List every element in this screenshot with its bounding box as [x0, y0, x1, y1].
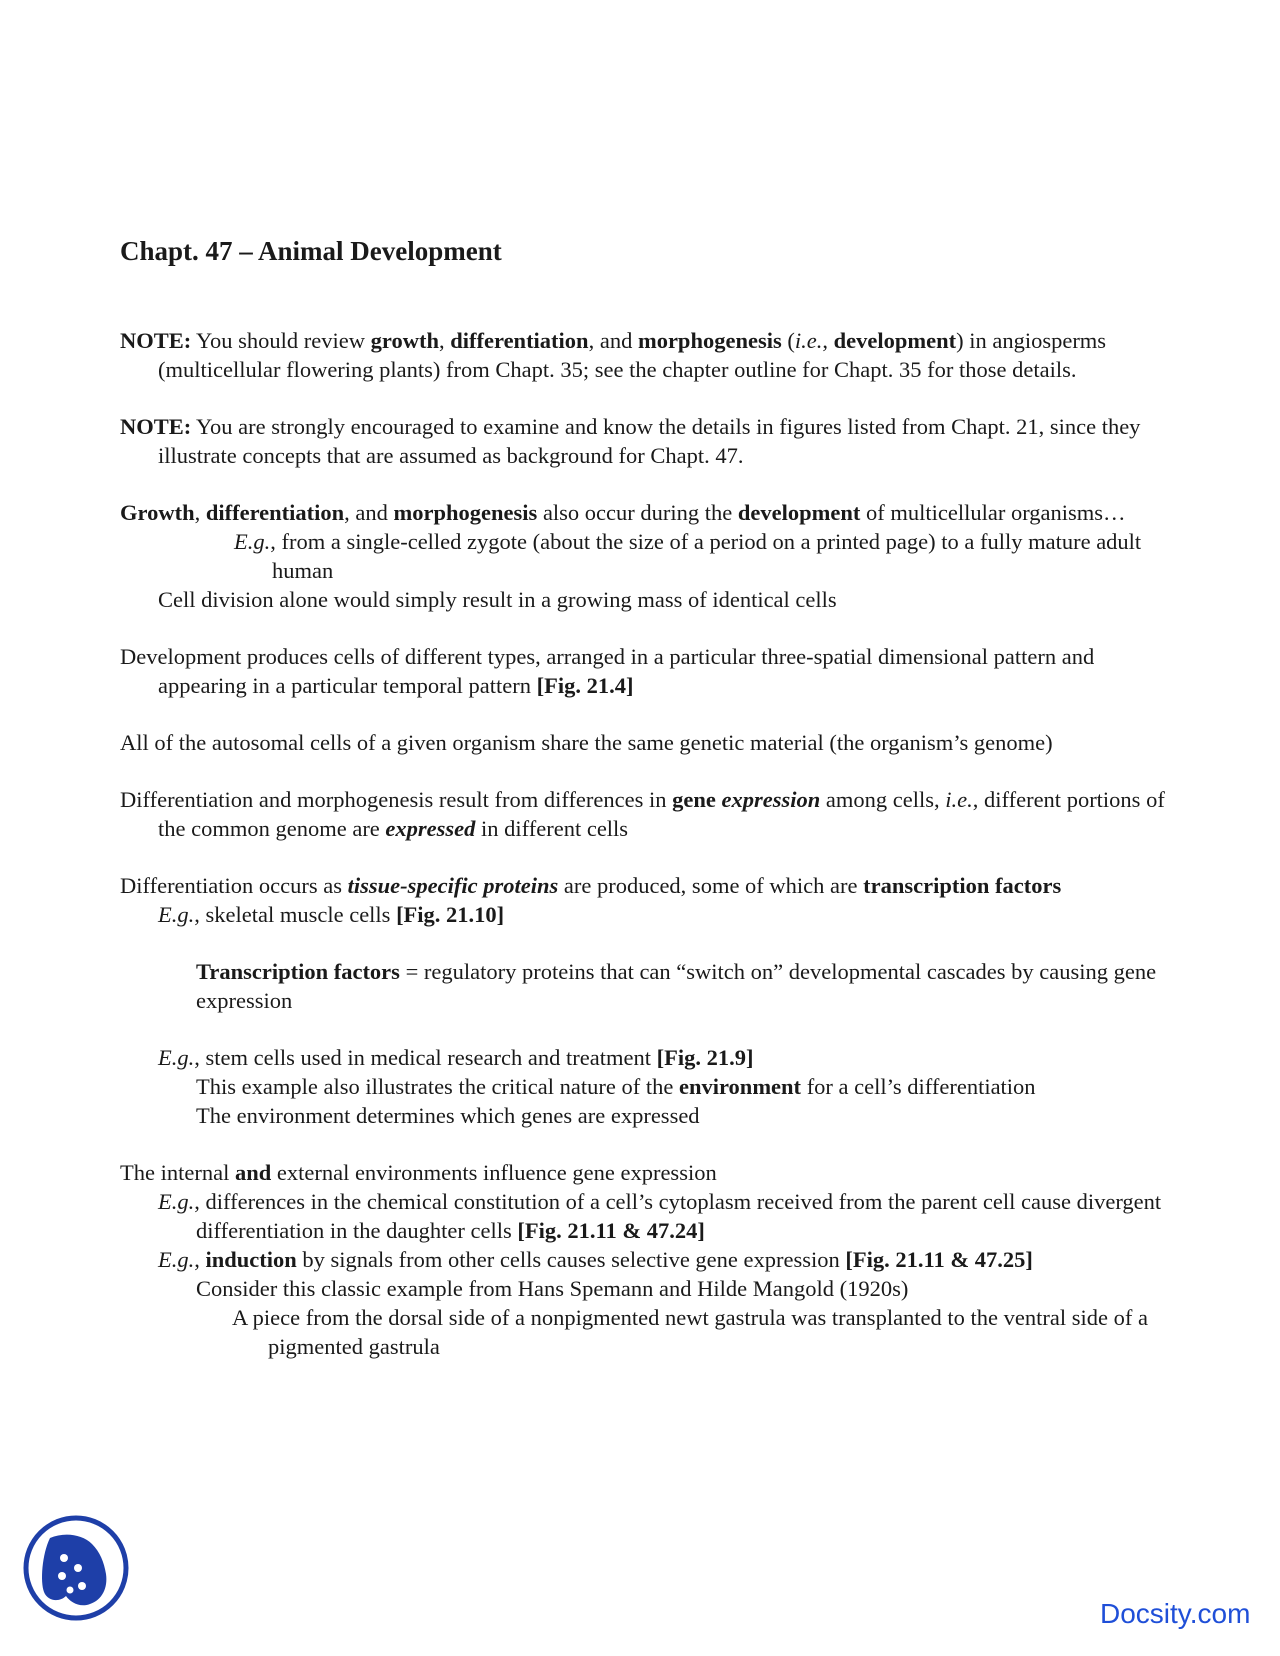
- bold-term: Transcription factors: [196, 959, 400, 984]
- docsity-logo-icon: [20, 1510, 132, 1626]
- bold-term: gene: [672, 787, 722, 812]
- italic-term: i.e.: [794, 328, 823, 353]
- bold-term: development: [737, 500, 861, 525]
- bold-italic-term: tissue-specific proteins: [347, 873, 559, 898]
- italic-term: i.e.: [945, 787, 973, 812]
- text-span: , and: [344, 500, 394, 525]
- figure-ref: [Fig. 21.10]: [396, 902, 505, 927]
- text-span: ,: [822, 328, 834, 353]
- bold-term: transcription factors: [863, 873, 1062, 898]
- stem-cell-example: [120, 1043, 1170, 1072]
- text-span: , skeletal muscle cells: [194, 902, 397, 927]
- figure-ref: [Fig. 21.11 & 47.24]: [517, 1218, 705, 1243]
- environment-line-2: The environment determines which genes are expressed: [196, 1103, 700, 1128]
- text-span: are produced, some of which are: [558, 873, 864, 898]
- note-label: NOTE:: [120, 328, 192, 353]
- text-span: = regulatory proteins that can “switch on” developmental cascades by causing gene expression: [196, 959, 1157, 1013]
- skeletal-example: [120, 900, 1170, 929]
- italic-term: E.g.: [158, 902, 195, 927]
- text-span: You are strongly encouraged to examine and know the details in figures listed from Chapt. 21, since they illustrate concepts that are assumed as background for Chapt. 47.: [158, 414, 1141, 468]
- italic-term: E.g.: [158, 1247, 195, 1272]
- induction-example: [120, 1245, 1170, 1274]
- text-span: also occur during the: [537, 500, 738, 525]
- text-span: You should review: [191, 328, 371, 353]
- figure-ref: [Fig. 21.11 & 47.25]: [845, 1247, 1033, 1272]
- text-span: , differences in the chemical constitution of a cell’s cytoplasm received from the parent cell cause divergent differentiation in the daughter cells: [194, 1189, 1162, 1243]
- bold-term: environment: [678, 1074, 802, 1099]
- bold-term: morphogenesis: [393, 500, 538, 525]
- bold-term: morphogenesis: [637, 328, 782, 353]
- text-span: The internal: [120, 1160, 235, 1185]
- text-span: , stem cells used in medical research and treatment: [194, 1045, 657, 1070]
- document-body: [120, 326, 1170, 1361]
- spacer: [120, 1130, 1170, 1158]
- text-span: by signals from other cells causes selective gene expression: [296, 1247, 846, 1272]
- gene-expression-paragraph: [120, 785, 1170, 843]
- note-paragraph-1: [120, 326, 1170, 384]
- italic-term: E.g.: [234, 529, 271, 554]
- text-span: for a cell’s differentiation: [801, 1074, 1036, 1099]
- bold-term: growth: [370, 328, 439, 353]
- cell-division-line: Cell division alone would simply result in a growing mass of identical cells: [158, 587, 837, 612]
- bold-term: development: [833, 328, 957, 353]
- text-span: , from a single-celled zygote (about the size of a period on a printed page) to a fully mature adult human: [270, 529, 1142, 583]
- bold-term: differentiation: [205, 500, 345, 525]
- autosomal-paragraph: All of the autosomal cells of a given organism share the same genetic material (the organism’s genome): [120, 730, 1053, 755]
- spacer: [120, 614, 1170, 642]
- italic-term: E.g.: [158, 1045, 195, 1070]
- text-span: Differentiation and morphogenesis result from differences in: [120, 787, 673, 812]
- text-span: (: [781, 328, 795, 353]
- figure-ref: [Fig. 21.4]: [536, 673, 634, 698]
- bold-italic-term: expressed: [385, 816, 476, 841]
- growth-paragraph: [120, 498, 1170, 527]
- internal-heading: [120, 1158, 1170, 1187]
- italic-term: E.g.: [158, 1189, 195, 1214]
- tf-definition: [120, 957, 1170, 1015]
- text-span: of multicellular organisms…: [860, 500, 1126, 525]
- text-span: among cells,: [820, 787, 946, 812]
- text-span: Differentiation occurs as: [120, 873, 348, 898]
- text-span: , and: [588, 328, 638, 353]
- bold-term: and: [234, 1160, 272, 1185]
- text-span: , different portions of the common genome are: [158, 787, 1165, 841]
- note-paragraph-2: [120, 412, 1170, 470]
- bold-italic-term: expression: [721, 787, 821, 812]
- environment-line: [120, 1072, 1170, 1101]
- bold-term: induction: [205, 1247, 297, 1272]
- development-paragraph: [120, 642, 1170, 700]
- cytoplasm-example: [120, 1187, 1170, 1245]
- tissue-paragraph: [120, 871, 1170, 900]
- spacer: [120, 1015, 1170, 1043]
- text-span: in different cells: [475, 816, 629, 841]
- text-span: ,: [439, 328, 451, 353]
- text-span: ) in angiosperms (multicellular flowering plants) from Chapt. 35; see the chapter outline for Chapt. 35 for those details.: [158, 328, 1107, 382]
- text-span: Development produces cells of different types, arranged in a particular three-spatial dimensional pattern and appearing in a particular temporal pattern: [120, 644, 1095, 698]
- transplant-line: A piece from the dorsal side of a nonpigmented newt gastrula was transplanted to the ventral side of a pigmented gastrula: [232, 1305, 1148, 1359]
- note-label: NOTE:: [120, 414, 192, 439]
- bold-term: differentiation: [450, 328, 589, 353]
- growth-example: [120, 527, 1170, 585]
- spemann-line: Consider this classic example from Hans Spemann and Hilde Mangold (1920s): [196, 1276, 909, 1301]
- figure-ref: [Fig. 21.9]: [656, 1045, 754, 1070]
- text-span: external environments influence gene expression: [271, 1160, 717, 1185]
- spacer: [120, 929, 1170, 957]
- text-span: ,: [194, 500, 206, 525]
- docsity-brand-text[interactable]: Docsity.com: [1100, 1598, 1251, 1629]
- page-title: Chapt. 47 – Animal Development: [120, 236, 502, 266]
- text-span: ,: [194, 1247, 206, 1272]
- text-span: This example also illustrates the critical nature of the: [196, 1074, 679, 1099]
- bold-term: Growth: [120, 500, 195, 525]
